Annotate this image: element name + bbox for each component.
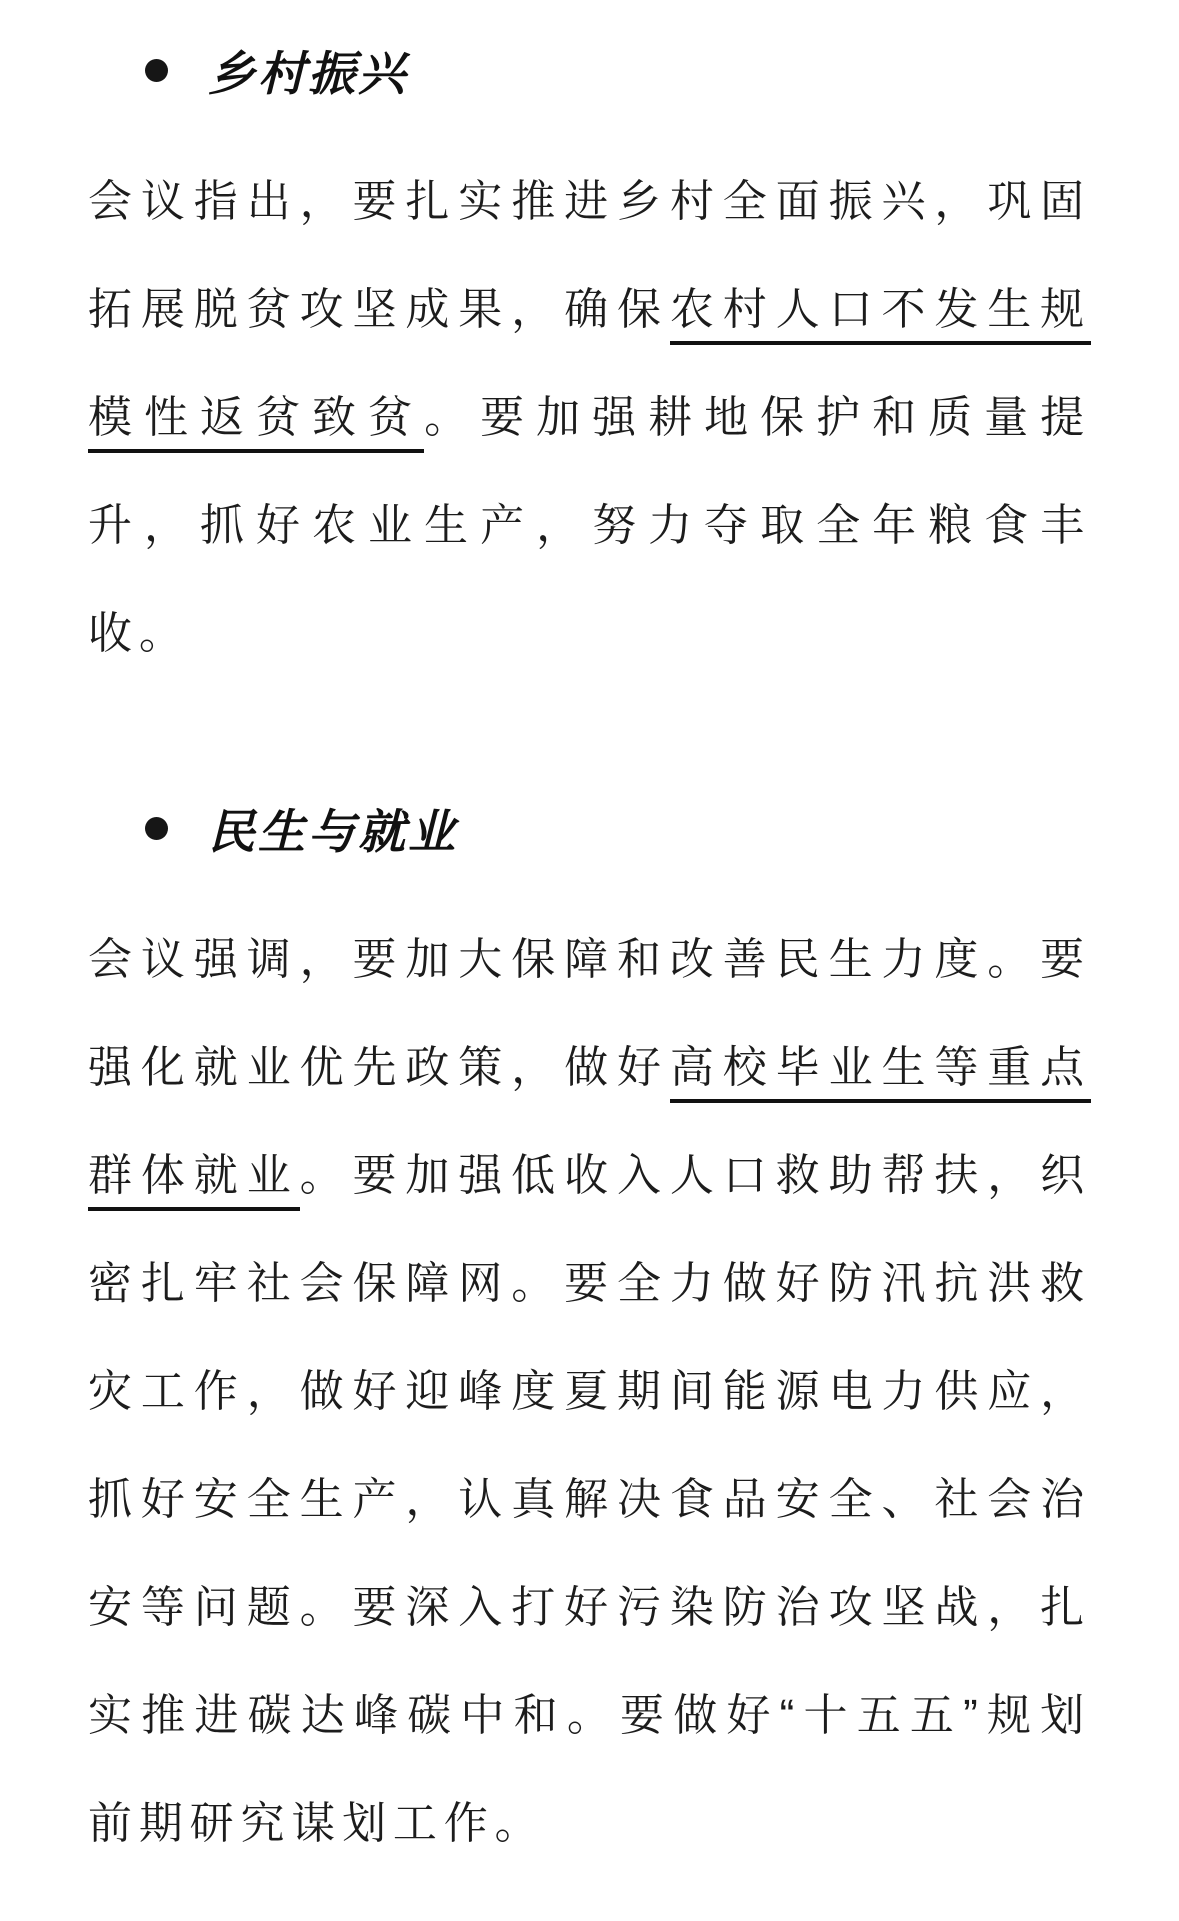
paragraph [88,906,1091,1878]
circle-bullet-icon [145,59,168,82]
section-rural-revitalization [88,38,1091,688]
paragraph [88,148,1091,688]
section-heading [88,796,1091,860]
section-livelihood-employment [88,796,1091,1878]
paragraph-segment: 会议强调，要加大保障和改善民生力度。要强化就业优先政策，做好 [88,935,1091,1092]
underlined-text: 农村人口不发生规模性返贫致贫 [88,285,1091,453]
paragraph-segment: 。要加强耕地保护和质量提升，抓好农业生产，努力夺取全年粮食丰收。 [88,393,1091,658]
paragraph-segment: 。要加强低收入人口救助帮扶，织密扎牢社会保障网。要全力做好防汛抗洪救灾工作，做好迎峰度夏期间能源电力供应，抓好安全生产，认真解决食品安全、社会治安等问题。要深入打好污染防治攻坚战，扎实推进碳达峰碳中和。要做好“十五五”规划前期研究谋划工作。 [88,1151,1091,1848]
section-title: 乡村振兴 [208,46,408,100]
paragraph-segment: 会议指出，要扎实推进乡村全面振兴，巩固拓展脱贫攻坚成果，确保 [88,177,1091,334]
underlined-text: 高校毕业生等重点群体就业 [88,1043,1091,1211]
section-heading [88,38,1091,102]
section-title: 民生与就业 [208,804,458,858]
circle-bullet-icon [145,817,168,840]
